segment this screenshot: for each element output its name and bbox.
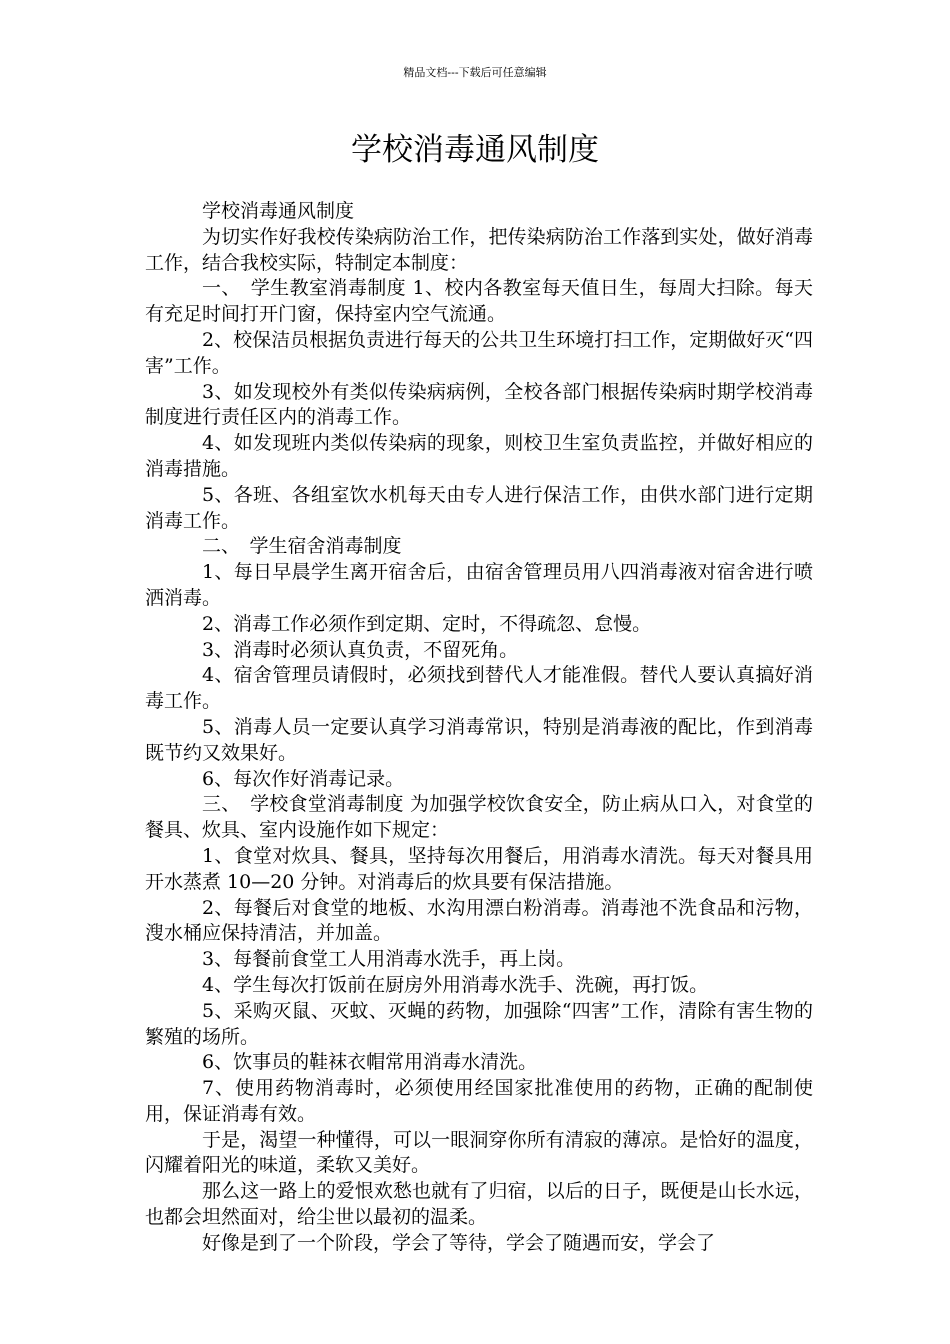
document-body [145,199,813,1257]
paragraph: 1、食堂对炊具、餐具，坚持每次用餐后，用消毒水清洗。每天对餐具用开水蒸煮 10—20 分钟。对消毒后的炊具要有保洁措施。 [145,844,813,893]
paragraph: 6、饮事员的鞋袜衣帽常用消毒水清洗。 [202,1051,538,1074]
paragraph: 4、如发现班内类似传染病的现象，则校卫生室负责监控，并做好相应的消毒措施。 [145,432,813,480]
paragraph: 2、消毒工作必须作到定期、定时，不得疏忽、怠慢。 [202,612,652,635]
paragraph: 6、每次作好消毒记录。 [202,767,405,790]
paragraph: 2、校保洁员根据负责进行每天的公共卫生环境打扫工作，定期做好灭“四害”工作。 [145,328,813,377]
paragraph: 4、宿舍管理员请假时，必须找到替代人才能准假。替代人要认真搞好消毒工作。 [145,664,813,713]
paragraph: 5、采购灭鼠、灭蚊、灭蝇的药物，加强除“四害”工作，清除有害生物的繁殖的场所。 [145,999,813,1048]
paragraph: 3、每餐前食堂工人用消毒水洗手，再上岗。 [202,948,576,971]
paragraph: 于是，渴望一种懂得，可以一眼洞穿你所有清寂的薄凉。是恰好的温度，闪耀着阳光的味道，柔软又美好。 [145,1128,813,1177]
header-note: 精品文档---下载后可任意编辑 [403,66,547,79]
paragraph: 7、使用药物消毒时，必须使用经国家批准使用的药物，正确的配制使用，保证消毒有效。 [145,1077,813,1125]
paragraph: 5、各班、各组室饮水机每天由专人进行保洁工作，由供水部门进行定期消毒工作。 [145,483,813,532]
paragraph: 为切实作好我校传染病防治工作，把传染病防治工作落到实处，做好消毒工作，结合我校实际，特制定本制度： [145,225,813,274]
paragraph: 4、学生每次打饭前在厨房外用消毒水洗手、洗碗，再打饭。 [202,973,709,996]
paragraph: 1、每日早晨学生离开宿舍后，由宿舍管理员用八四消毒液对宿舍进行喷洒消毒。 [145,561,813,609]
paragraph: 学校消毒通风制度 [202,200,355,222]
paragraph: 二、 学生宿舍消毒制度 [202,535,402,558]
paragraph: 2、每餐后对食堂的地板、水沟用漂白粉消毒。消毒池不洗食品和污物，溲水桶应保持清洁，并加盖。 [145,896,813,945]
paragraph: 3、如发现校外有类似传染病病例，全校各部门根据传染病时期学校消毒制度进行责任区内的消毒工作。 [145,380,813,429]
paragraph: 好像是到了一个阶段，学会了等待，学会了随遇而安，学会了 [202,1231,716,1254]
page-title: 学校消毒通风制度 [351,132,599,168]
paragraph: 那么这一路上的爱恨欢愁也就有了归宿，以后的日子，既便是山长水远，也都会坦然面对，给尘世以最初的温柔。 [145,1180,813,1229]
paragraph: 5、消毒人员一定要认真学习消毒常识，特别是消毒液的配比，作到消毒既节约又效果好。 [145,715,813,764]
paragraph: 三、 学校食堂消毒制度 为加强学校饮食安全，防止病从口入，对食堂的餐具、炊具、室内设施作如下规定： [145,793,813,842]
paragraph: 一、 学生教室消毒制度 1、校内各教室每天值日生，每周大扫除。每天有充足时间打开门窗，保持室内空气流通。 [145,277,813,326]
paragraph: 3、消毒时必须认真负责，不留死角。 [202,638,519,661]
